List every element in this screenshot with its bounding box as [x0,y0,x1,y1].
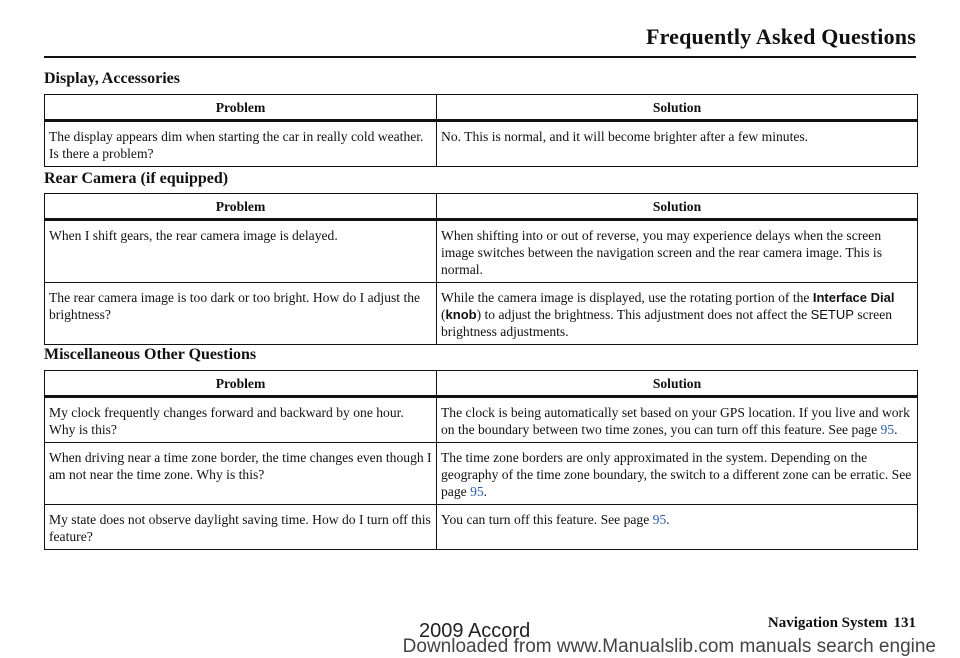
solution-cell [437,397,918,443]
column-header-problem: Problem [45,194,437,220]
interface-dial-label: Interface Dial [812,290,895,305]
page-link[interactable]: 95 [470,484,484,499]
column-header-solution: Solution [437,371,918,397]
problem-cell: My clock frequently changes forward and backward by one hour. Why is this? [45,397,437,443]
solution-cell [437,283,918,345]
faq-table-misc [44,370,918,550]
solution-cell: No. This is normal, and it will become brighter after a few minutes. [437,121,918,167]
solution-cell [437,505,918,550]
table-header-row [45,194,918,220]
page-number: 131 [893,615,916,631]
problem-cell: When driving near a time zone border, the time changes even though I am not near the time zone. Why is this? [45,443,437,505]
page-title: Frequently Asked Questions [645,24,916,49]
solution-text: While the camera image is displayed, use the rotating portion of the [441,290,813,305]
page-link[interactable]: 95 [652,512,667,527]
problem-cell: The display appears dim when starting the car in really cold weather. Is there a problem? [45,121,437,167]
table-row [45,443,918,505]
section-title-display: Display, Accessories [44,70,180,87]
table-header-row [45,95,918,121]
solution-text: screen brightness adjustments. [441,307,893,339]
problem-cell: My state does not observe daylight saving time. How do I turn off this feature? [45,505,437,550]
column-header-solution: Solution [437,95,918,121]
solution-text: ) to adjust the brightness. This adjustment does not affect the [476,307,811,322]
problem-cell: The rear camera image is too dark or too bright. How do I adjust the brightness? [45,283,437,345]
column-header-problem: Problem [45,95,437,121]
section-title-misc: Miscellaneous Other Questions [44,346,257,363]
solution-cell: When shifting into or out of reverse, you may experience delays when the screen image switches between the navigation screen and the rear camera image. This is normal. [437,220,918,283]
table-row [45,505,918,550]
column-header-solution: Solution [437,194,918,220]
table-row [45,220,918,283]
solution-cell [437,443,918,505]
table-row [45,397,918,443]
faq-table-rear-camera [44,193,918,345]
solution-suffix: . [894,422,898,437]
problem-cell: When I shift gears, the rear camera image is delayed. [45,220,437,283]
solution-text: You can turn off this feature. See page [441,512,653,527]
solution-suffix: . [666,512,670,527]
header-rule [44,56,916,58]
watermark-source: Downloaded from www.Manualslib.com manuals search engine [402,636,936,657]
setup-label: SETUP [810,307,854,322]
solution-text: ( [441,307,446,322]
faq-table-display [44,94,918,167]
page-footer [768,615,916,632]
page-link[interactable]: 95 [880,422,895,437]
table-row [45,283,918,345]
table-header-row [45,371,918,397]
column-header-problem: Problem [45,371,437,397]
footer-label: Navigation System [767,615,888,631]
section-title-rear-camera: Rear Camera (if equipped) [44,170,229,187]
solution-suffix: . [483,484,488,499]
solution-text: The clock is being automatically set based on your GPS location. If you live and work on the boundary between two time zones, you can turn off this feature. See page [441,405,910,437]
knob-label: knob [445,307,477,322]
table-row [45,121,918,167]
solution-text: The time zone borders are only approximated in the system. Depending on the geography of the time zone boundary, the switch to a different zone can be erratic. See page [441,450,912,499]
watermark-model: 2009 Accord [419,620,531,642]
